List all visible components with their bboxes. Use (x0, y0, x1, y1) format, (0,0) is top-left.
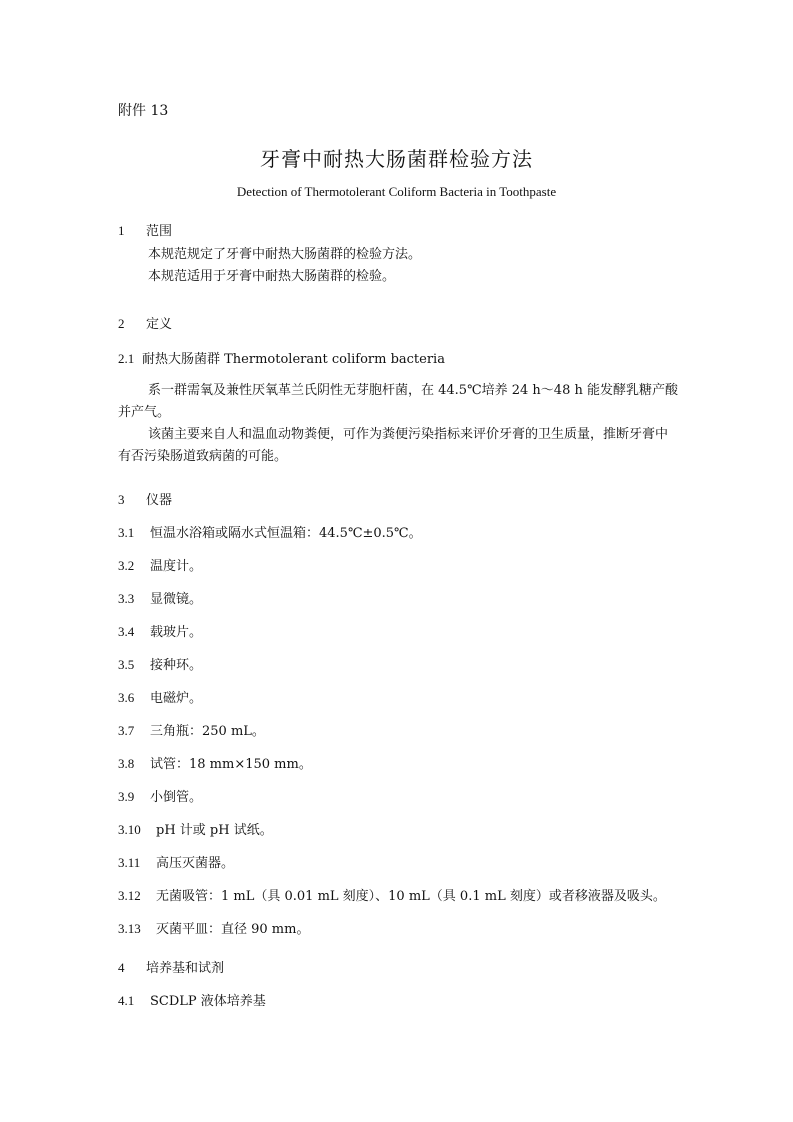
item-number: 3.13 (118, 921, 141, 936)
item-text: 小倒管。 (150, 790, 203, 805)
item-text: 载玻片。 (150, 625, 203, 640)
equipment-item (118, 753, 312, 772)
item-number: 3.4 (118, 624, 135, 639)
equipment-item (118, 918, 309, 937)
subsection-4-1-heading (118, 990, 266, 1009)
section-title: 仪器 (146, 493, 173, 508)
section-title: 培养基和试剂 (146, 961, 225, 976)
equipment-item (118, 786, 202, 805)
item-text: 恒温水浴箱或隔水式恒温箱：44.5℃±0.5℃。 (150, 526, 422, 541)
document-subtitle: Detection of Thermotolerant Coliform Bacteria in Toothpaste (236, 184, 557, 199)
definition-paragraph-2: 该菌主要来自人和温血动物粪便，可作为粪便污染指标来评价牙膏的卫生质量，推断牙膏中有否污染肠道致病菌的可能。 (118, 427, 669, 464)
equipment-item (118, 555, 202, 574)
section-number: 2 (118, 316, 125, 331)
subsection-number: 4.1 (118, 993, 135, 1008)
subsection-title: 耐热大肠菌群 Thermotolerant coliform bacteria (142, 352, 445, 367)
definition-paragraph-1: 系一群需氧及兼性厌氧革兰氏阴性无芽胞杆菌，在 44.5℃培养 24 h～48 h 能发酵乳糖产酸并产气。 (118, 383, 678, 420)
item-text: 灭菌平皿：直径 90 mm。 (156, 922, 310, 937)
section-3-heading (118, 489, 172, 508)
subsection-number: 2.1 (118, 351, 135, 366)
item-text: 试管：18 mm×150 mm。 (150, 757, 312, 772)
equipment-item (118, 885, 666, 904)
equipment-item (118, 522, 422, 541)
section-number: 3 (118, 492, 125, 507)
section-title: 范围 (146, 224, 173, 239)
annex-label: 附件 13 (118, 103, 169, 119)
subsection-2-1-heading (118, 348, 445, 367)
scope-paragraph-2: 本规范适用于牙膏中耐热大肠菌群的检验。 (148, 269, 396, 284)
item-text: 接种环。 (150, 658, 203, 673)
item-text: 三角瓶：250 mL。 (150, 724, 265, 739)
item-number: 3.3 (118, 591, 135, 606)
item-text: 无菌吸管：1 mL（具 0.01 mL 刻度）、10 mL（具 0.1 mL 刻度）或者移液器及吸头。 (156, 889, 666, 904)
item-text: 电磁炉。 (150, 691, 203, 706)
item-text: pH 计或 pH 试纸。 (156, 823, 273, 838)
equipment-item (118, 819, 273, 838)
scope-paragraph-1: 本规范规定了牙膏中耐热大肠菌群的检验方法。 (148, 247, 422, 262)
item-number: 3.10 (118, 822, 141, 837)
section-4-heading (118, 957, 224, 976)
equipment-item (118, 621, 202, 640)
equipment-item (118, 654, 202, 673)
section-2-heading (118, 313, 172, 332)
item-text: 显微镜。 (150, 592, 203, 607)
section-1-heading (118, 220, 172, 239)
item-number: 3.1 (118, 525, 135, 540)
item-text: 高压灭菌器。 (156, 856, 235, 871)
equipment-item (118, 852, 234, 871)
document-title: 牙膏中耐热大肠菌群检验方法 (260, 147, 533, 171)
item-number: 3.8 (118, 756, 135, 771)
section-title: 定义 (146, 317, 173, 332)
equipment-item (118, 588, 202, 607)
section-number: 1 (118, 223, 125, 238)
item-number: 3.12 (118, 888, 141, 903)
item-number: 3.11 (118, 855, 141, 870)
item-number: 3.5 (118, 657, 135, 672)
item-number: 3.9 (118, 789, 135, 804)
equipment-item (118, 687, 202, 706)
item-number: 3.6 (118, 690, 135, 705)
item-number: 3.2 (118, 558, 135, 573)
item-text: 温度计。 (150, 559, 203, 574)
section-number: 4 (118, 960, 125, 975)
item-number: 3.7 (118, 723, 135, 738)
subsection-title: SCDLP 液体培养基 (150, 994, 266, 1009)
equipment-item (118, 720, 265, 739)
